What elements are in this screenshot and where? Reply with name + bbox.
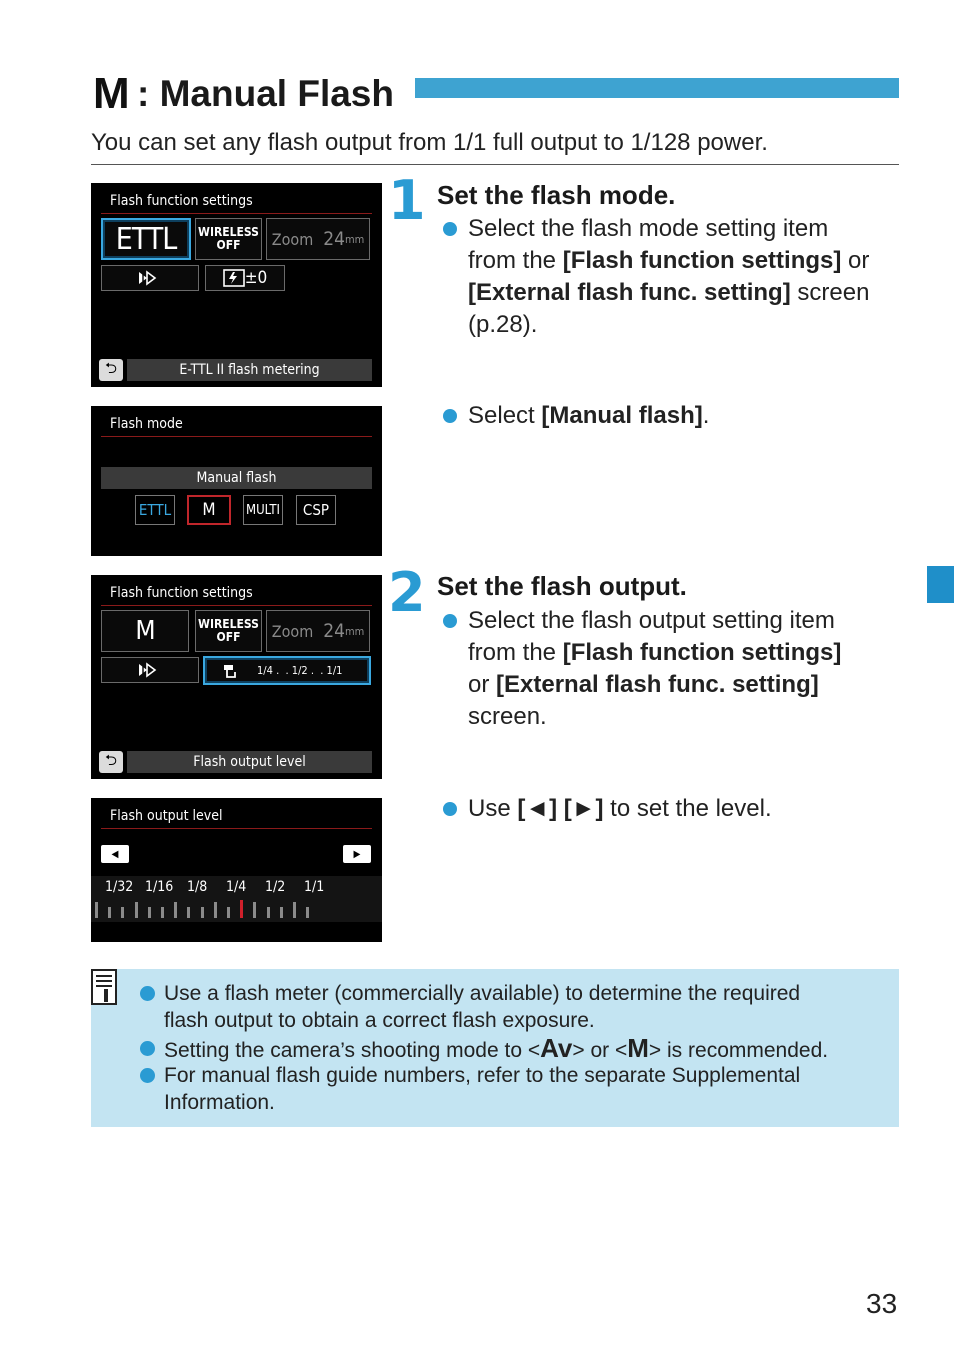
scale-tick [253, 902, 256, 918]
step-number: 2 [388, 561, 426, 624]
decrease-arrow-button[interactable]: ◀ [101, 845, 129, 863]
screen-title-rule [101, 436, 372, 437]
section-tab [927, 566, 954, 603]
flash-exposure-comp-value: ±0 [244, 268, 268, 288]
scale-tick [187, 907, 190, 918]
scale-tick [293, 902, 296, 918]
note-line: Information. [164, 1091, 275, 1114]
mode-option-multi[interactable]: MULTI [243, 495, 283, 525]
flash-exposure-comp-icon [223, 269, 245, 287]
manual-mode-icon: M [93, 69, 130, 118]
menu-name: [Flash function settings] [562, 247, 842, 274]
text: screen. [468, 703, 547, 730]
note-line: flash output to obtain a correct flash exposure. [164, 1009, 595, 1032]
step-heading: Set the flash output. [437, 571, 687, 601]
screen-flash-output-level [91, 798, 382, 942]
note-line: Use a flash meter (commercially available) to determine the required [164, 982, 801, 1005]
zoom-value: 24 [323, 620, 345, 642]
flash-mode-value: ETTL [115, 221, 177, 257]
step2-bullet1 [468, 605, 908, 733]
scale-tick [267, 907, 270, 918]
output-level-scale[interactable] [91, 876, 382, 922]
flash-mode-item[interactable] [101, 218, 191, 260]
bullet-icon [443, 802, 457, 816]
text: Select the flash mode setting item [468, 215, 829, 242]
page-number: 33 [866, 1288, 898, 1319]
text: screen [790, 279, 870, 306]
flash-exposure-comp-item[interactable] [205, 265, 285, 291]
bullet-icon [140, 1068, 155, 1083]
scale-label: 1/8 [187, 879, 208, 895]
manual-mode-icon: M [627, 1033, 649, 1063]
screen-title-rule [101, 213, 372, 214]
screen-flash-function-settings-2 [91, 575, 382, 779]
scale-tick [121, 907, 124, 918]
scale-label: 1/4 [226, 879, 247, 895]
av-mode-icon: Av [540, 1033, 573, 1063]
zoom-unit: mm [344, 232, 365, 246]
note-line: For manual flash guide numbers, refer to the separate Supplemental [164, 1064, 801, 1087]
scale-label: 1/32 [105, 879, 134, 895]
mode-option-manual[interactable]: M [187, 495, 231, 525]
text: or [841, 247, 870, 274]
text: Use [468, 795, 518, 822]
wireless-label: WIRELESS [198, 225, 259, 239]
sync-item[interactable] [101, 265, 199, 291]
text: from the [468, 247, 563, 274]
screen-bottom-bar [99, 359, 372, 381]
screen-title-rule [101, 828, 372, 829]
text: > is recommended. [648, 1039, 829, 1062]
note-line [164, 1035, 828, 1064]
page-reference: (p.28). [468, 311, 538, 338]
zoom-item[interactable] [266, 218, 370, 260]
text: from the [468, 639, 563, 666]
scale-tick [201, 907, 204, 918]
step-number: 1 [388, 169, 426, 232]
scale-tick [174, 902, 177, 918]
flash-output-level-item[interactable] [203, 656, 371, 685]
intro-text: You can set any flash output from 1/1 full output to 1/128 power. [91, 129, 768, 156]
wireless-item[interactable] [195, 218, 262, 260]
mode-option-ettl[interactable]: ETTL [135, 495, 175, 525]
bullet-icon [443, 614, 457, 628]
screen-title: Flash output level [110, 808, 223, 824]
scale-tick [280, 907, 283, 918]
screen-title: Flash function settings [110, 585, 253, 601]
mode-option-csp[interactable]: CSP [296, 495, 336, 525]
intro-divider [91, 164, 899, 165]
scale-tick [227, 907, 230, 918]
screen-title-rule [101, 605, 372, 606]
text: Select the flash output setting item [468, 607, 835, 634]
menu-name: [External flash func. setting] [468, 279, 791, 306]
screen-status-text: E-TTL II flash metering [127, 359, 372, 381]
screen-flash-mode [91, 406, 382, 556]
text: Setting the camera’s shooting mode to < [164, 1039, 541, 1062]
screen-flash-function-settings-1 [91, 183, 382, 387]
current-level-marker [240, 900, 243, 918]
sync-icon [137, 662, 163, 678]
sync-icon [137, 270, 163, 286]
zoom-label: Zoom [271, 621, 314, 641]
text: . [702, 402, 710, 429]
scale-label: 1/16 [145, 879, 174, 895]
scale-label: 1/2 [265, 879, 286, 895]
text: Select [468, 402, 542, 429]
bullet-icon [140, 1041, 155, 1056]
menu-name: [Flash function settings] [562, 639, 842, 666]
title-accent-bar [415, 78, 899, 98]
flash-mode-value: M [135, 616, 155, 646]
bullet-icon [443, 222, 457, 236]
bullet-icon [140, 986, 155, 1001]
screen-bottom-bar [99, 751, 372, 773]
selected-mode-label: Manual flash [101, 467, 372, 489]
button-names: [◄] [►] [517, 795, 604, 822]
scale-tick [148, 907, 151, 918]
back-icon[interactable]: ⮌ [99, 359, 123, 381]
scale-tick [108, 907, 111, 918]
page-title-text: : Manual Flash [137, 73, 394, 114]
wireless-item[interactable] [195, 610, 262, 652]
screen-title: Flash mode [110, 416, 183, 432]
text: to set the level. [603, 795, 772, 822]
screen-status-text: Flash output level [127, 751, 372, 773]
zoom-item[interactable] [266, 610, 370, 652]
step-heading: Set the flash mode. [437, 180, 676, 210]
zoom-label: Zoom [271, 229, 314, 249]
scale-tick [306, 907, 309, 918]
flash-mode-item[interactable] [101, 610, 189, 652]
back-icon[interactable]: ⮌ [99, 751, 123, 773]
note-box [91, 969, 899, 1127]
flash-output-icon [223, 664, 239, 678]
zoom-value: 24 [323, 228, 345, 250]
scale-tick [214, 902, 217, 918]
increase-arrow-button[interactable]: ▶ [343, 845, 371, 863]
scale-tick [161, 907, 164, 918]
menu-name: [Manual flash] [541, 402, 703, 429]
step1-bullet1 [468, 213, 908, 341]
step1-bullet2 [468, 400, 709, 432]
memo-icon [91, 969, 117, 1005]
zoom-unit: mm [344, 624, 365, 638]
wireless-value: OFF [216, 238, 241, 252]
screen-title: Flash function settings [110, 193, 253, 209]
text: or [468, 671, 497, 698]
wireless-label: WIRELESS [198, 617, 259, 631]
flash-output-scale: 1/4 . . 1/2 . . 1/1 [257, 664, 343, 677]
text: > or < [572, 1039, 628, 1062]
step2-bullet2 [468, 793, 772, 825]
scale-label: 1/1 [304, 879, 325, 895]
scale-tick [95, 902, 98, 918]
wireless-value: OFF [216, 630, 241, 644]
menu-name: [External flash func. setting] [496, 671, 819, 698]
page-title [93, 70, 899, 116]
scale-tick [135, 902, 138, 918]
bullet-icon [443, 409, 457, 423]
sync-item[interactable] [101, 657, 199, 683]
